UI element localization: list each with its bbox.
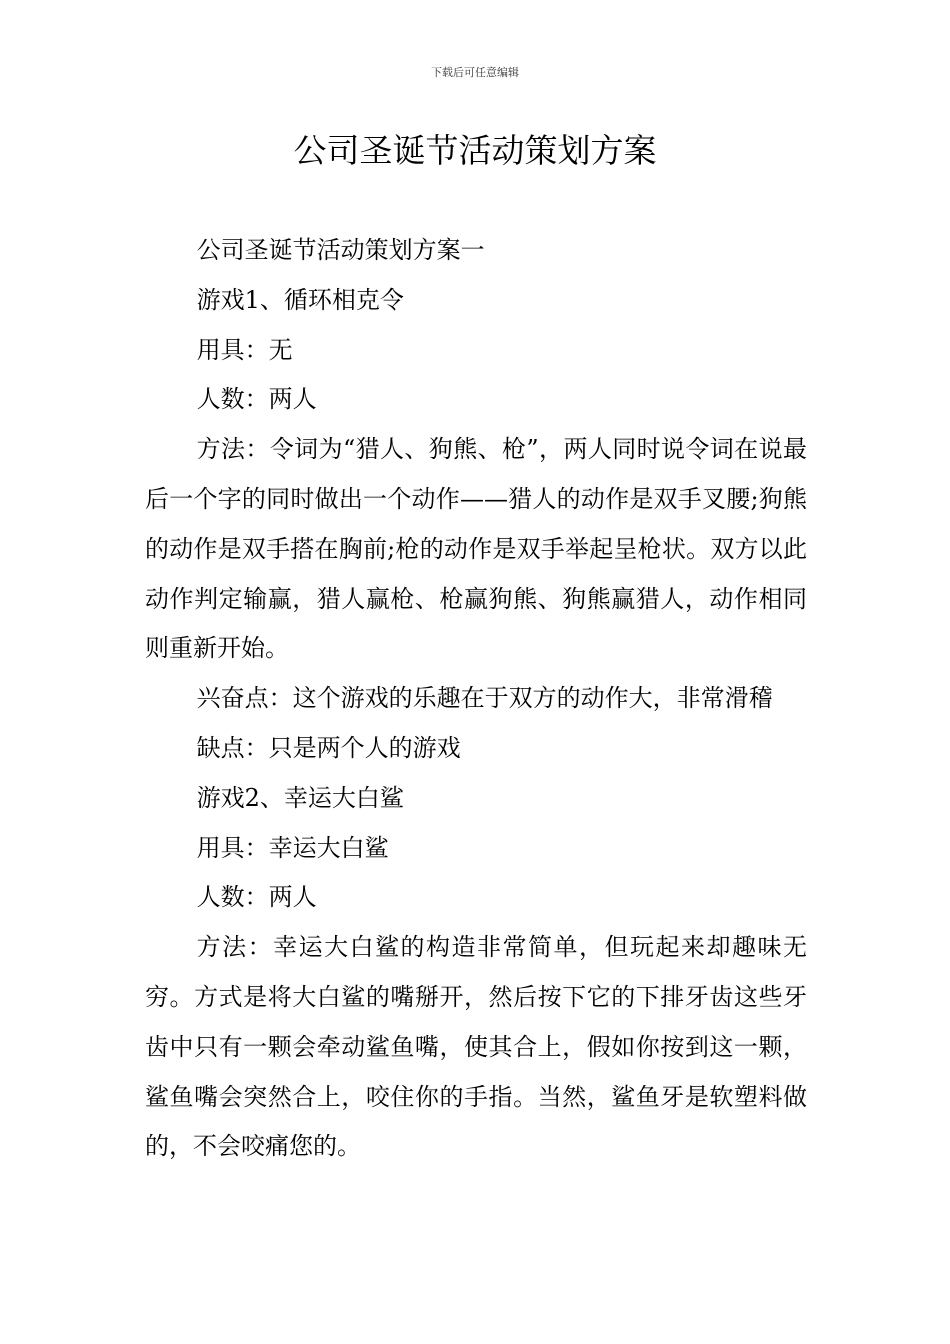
- document-body: [145, 226, 807, 1172]
- paragraph-game2-method: 方法：幸运大白鲨的构造非常简单，但玩起来却趣味无穷。方式是将大白鲨的嘴掰开，然后按下它的下排牙齿这些牙齿中只有一颗会牵动鲨鱼嘴，使其合上，假如你按到这一颗，鲨鱼嘴会突然合上，咬住你的手指。当然，鲨鱼牙是软塑料做的，不会咬痛您的。: [145, 933, 807, 1161]
- paragraph-game1-highlight: 兴奋点：这个游戏的乐趣在于双方的动作大，非常滑稽: [196, 684, 773, 713]
- paragraph-game1-tools: 用具：无: [196, 335, 293, 364]
- paragraph-game1-players: 人数：两人: [196, 385, 317, 414]
- paragraph-game2-tools: 用具：幸运大白鲨: [196, 833, 389, 862]
- document-title: 公司圣诞节活动策划方案: [293, 131, 657, 170]
- paragraph-game1-drawback: 缺点：只是两个人的游戏: [196, 733, 461, 762]
- paragraph-subtitle: 公司圣诞节活动策划方案一: [196, 236, 485, 264]
- paragraph-game1-method: 方法：令词为“猎人、狗熊、枪”，两人同时说令词在说最后一个字的同时做出一个动作——猎人的动作是双手叉腰;狗熊的动作是双手搭在胸前;枪的动作是双手举起呈枪状。双方以此动作判定输赢，猎人赢枪、枪赢狗熊、狗熊赢猎人，动作相同则重新开始。: [145, 435, 807, 663]
- header-note: 下载后可任意编辑: [431, 66, 519, 79]
- paragraph-game1-title: 游戏1、循环相克令: [196, 285, 404, 314]
- paragraph-game2-players: 人数：两人: [196, 883, 317, 912]
- paragraph-game2-title: 游戏2、幸运大白鲨: [196, 783, 404, 812]
